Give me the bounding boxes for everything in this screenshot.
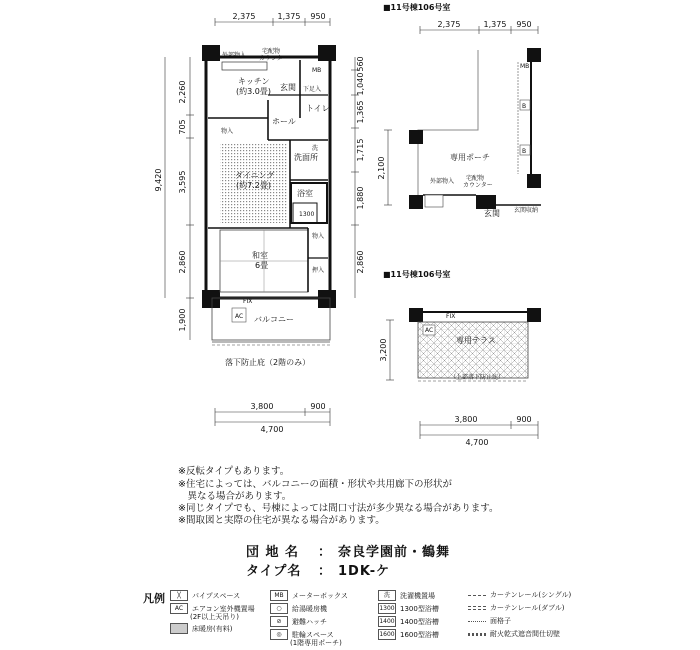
terrace-fix: FIX — [446, 313, 456, 320]
kitchen-size: (約3.0畳) — [236, 87, 271, 96]
terrace-bottom-dim-total: 4,700 — [465, 438, 489, 447]
porch-outdoor-unit: 外部物入 — [430, 178, 455, 185]
legend-bicycle-note: (1階専用ポーチ) — [290, 639, 342, 647]
storage-label-1: 物入 — [221, 128, 234, 135]
fix-label: FIX — [243, 298, 253, 305]
legend-washer: 洗 洗濯機置場 — [378, 590, 435, 601]
washroom-label: 洗面所 — [294, 153, 318, 162]
balcony-label: バルコニー — [254, 315, 294, 324]
legend-bath-1300: 1300 1300型浴槽 — [379, 604, 439, 613]
porch-plan — [377, 2, 541, 218]
terrace-label: 専用テラス — [456, 336, 496, 345]
main-top-dim-2: 1,375 — [277, 12, 301, 21]
terrace-bottom-dim-1: 3,800 — [454, 415, 478, 424]
curtain-single-icon — [468, 595, 486, 596]
legend-curtain-double: カーテンレール(ダブル) — [468, 603, 565, 613]
main-top-dim-1: 2,375 — [232, 12, 256, 21]
legend-escape-hatch: ⊘ 避難ハッチ — [270, 616, 327, 627]
complex-name-label: 団 地 名 — [246, 545, 300, 560]
bath-size-label: 1300 — [299, 211, 315, 218]
complex-name-sep: ： — [318, 545, 333, 560]
type-name-sep: ： — [318, 564, 333, 579]
porch-entrance: 玄関 — [484, 209, 500, 218]
dining-size: (約7.2畳) — [236, 181, 271, 190]
closet-label: 押入 — [312, 267, 325, 274]
terrace-bottom-dim-2: 900 — [516, 415, 532, 424]
toilet-label: トイレ — [306, 104, 330, 113]
main-right-dim-2: 1,040 — [356, 72, 365, 96]
main-right-dim-6: 2,860 — [356, 250, 365, 274]
note-5: ※間取図と実際の住宅が異なる場合があります。 — [178, 515, 385, 526]
main-bottom-dim-2: 900 — [310, 402, 326, 411]
porch-top-dim-3: 950 — [516, 20, 532, 29]
terrace-ac: AC — [425, 327, 434, 334]
note-2: ※住宅によっては、バルコニーの面積・形状や共用廊下の形状が — [178, 479, 452, 490]
bath-1600-icon: 1600 — [379, 631, 395, 638]
main-right-dim-5: 1,880 — [356, 186, 365, 210]
legend-title: 凡例 — [143, 592, 165, 605]
porch-entrance-storage: 玄関収納 — [514, 207, 539, 214]
main-left-dim-1: 2,260 — [178, 80, 187, 104]
legend-bath-1600: 1600 1600型浴槽 — [379, 630, 439, 639]
legend-meter-box: MB メーターボックス — [270, 590, 348, 601]
complex-name-value: 奈良学園前・鶴舞 — [338, 545, 451, 560]
terrace-header: ■11号棟106号室 — [383, 270, 451, 279]
ac-icon: AC — [170, 603, 188, 614]
washer-icon: 洗 — [378, 590, 396, 601]
main-left-dim-3: 3,595 — [178, 170, 187, 194]
ac-label: AC — [235, 313, 244, 320]
terrace-left-dim: 3,200 — [379, 338, 388, 362]
main-bottom-dim-total: 4,700 — [260, 425, 284, 434]
note-4: ※同じタイプでも、号棟によっては間口寸法が多少異なる場合があります。 — [178, 503, 499, 514]
porch-delivery: 宅配物 — [466, 175, 485, 182]
main-plan — [154, 12, 365, 434]
porch-counter: カウンター — [463, 182, 493, 189]
bath-label: 浴室 — [297, 189, 313, 198]
legend-water-heater: ○ 給湯暖房機 — [270, 603, 327, 614]
terrace-rail: （上部落下防止庇） — [450, 374, 505, 381]
storage-label-2: 物入 — [312, 233, 325, 240]
bath-1400-icon: 1400 — [379, 618, 395, 625]
porch-label: 専用ポーチ — [450, 153, 490, 162]
legend-fire-wall: 耐火乾式遮音間仕切壁 — [468, 629, 560, 639]
note-3: 異なる場合があります。 — [178, 491, 292, 502]
porch-header: ■11号棟106号室 — [383, 3, 451, 12]
meter-box-icon: MB — [270, 590, 288, 601]
main-right-dim-4: 1,715 — [356, 138, 365, 162]
washitsu-size: 6畳 — [255, 261, 269, 270]
counter-label: カウンター — [259, 55, 289, 62]
pipe-space-icon: ╳ — [170, 590, 188, 601]
dining-label: ダイニング — [235, 171, 275, 180]
delivery-label: 宅配物 — [262, 48, 281, 55]
porch-top-dim-2: 1,375 — [483, 20, 507, 29]
outdoor-unit-label: 外部物入 — [222, 52, 247, 59]
type-name-value: 1DK-ケ — [338, 564, 391, 579]
terrace-plan — [379, 269, 541, 447]
floor-heating-icon — [170, 623, 188, 634]
wash-label: 洗 — [312, 145, 319, 152]
entrance-label: 玄関 — [280, 83, 296, 92]
porch-b-2: B — [522, 148, 527, 155]
legend-curtain-single: カーテンレール(シングル) — [468, 590, 571, 600]
main-left-dim-4: 2,860 — [178, 250, 187, 274]
water-heater-icon: ○ — [270, 603, 288, 614]
bath-1300-icon: 1300 — [379, 605, 395, 612]
fire-wall-icon — [468, 633, 486, 636]
legend-lattice: 面格子 — [468, 616, 511, 626]
main-top-dim-3: 950 — [310, 12, 326, 21]
note-1: ※反転タイプもあります。 — [178, 466, 290, 477]
legend-ac: AC エアコン室外機置場 — [170, 603, 255, 614]
hall-label: ホール — [272, 117, 296, 126]
porch-left-dim: 2,100 — [377, 156, 386, 180]
legend-ac-note: (2F以上天吊り) — [190, 613, 239, 621]
shoe-storage-label: 下足入 — [303, 86, 322, 93]
washitsu-label: 和室 — [252, 251, 268, 260]
porch-b-1: B — [522, 103, 527, 110]
escape-hatch-icon: ⊘ — [270, 616, 288, 627]
main-left-dim-total: 9,420 — [154, 168, 163, 192]
kitchen-label: キッチン — [238, 77, 270, 86]
bicycle-icon: ◎ — [270, 629, 288, 640]
lattice-icon — [468, 621, 486, 622]
legend-bath-1400: 1400 1400型浴槽 — [379, 617, 439, 626]
legend-floor-heating: 床暖房(有料) — [170, 623, 232, 634]
legend-bicycle: ◎ 駐輪スペース — [270, 629, 334, 640]
porch-top-dim-1: 2,375 — [437, 20, 461, 29]
main-left-dim-2: 705 — [178, 119, 187, 135]
legend-pipe-space: ╳ パイプスペース — [170, 590, 240, 601]
curtain-double-icon — [468, 606, 486, 610]
mb-label: MB — [312, 67, 322, 74]
fall-rail-label: 落下防止庇（2階のみ） — [225, 358, 311, 367]
main-left-dim-balcony: 1,900 — [178, 308, 187, 332]
main-right-dim-3: 1,365 — [356, 100, 365, 124]
main-bottom-dim-1: 3,800 — [250, 402, 274, 411]
type-name-label: タイプ名 — [246, 564, 302, 579]
porch-mb: MB — [520, 63, 530, 70]
main-right-dim-1: 560 — [356, 56, 365, 72]
